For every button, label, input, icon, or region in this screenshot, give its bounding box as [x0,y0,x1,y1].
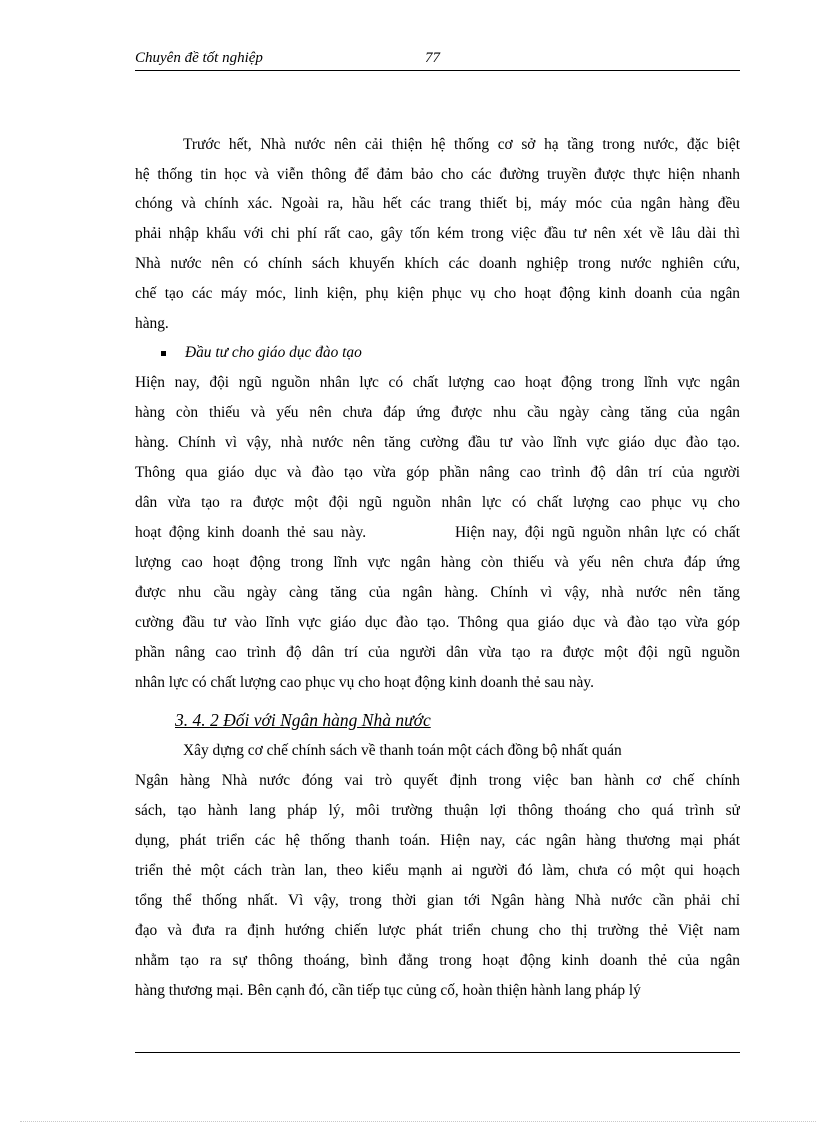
paragraph-line: hàng còn thiếu và yếu nên chưa đáp ứng được nhu cầu ngày càng tăng của ngân [135,404,740,421]
paragraph-line: Thông qua giáo dục và đào tạo vừa góp phần nâng cao trình độ dân trí của người [135,464,740,481]
paragraph-line: phần nâng cao trình độ dân trí của người dân vừa tạo ra được một đội ngũ nguồn [135,644,740,661]
paragraph-line: cường đầu tư vào lĩnh vực giáo dục đào tạo. Thông qua giáo dục và đào tạo vừa góp [135,614,740,631]
paragraph-line: đạo và đưa ra định hướng chiến lược phát triển chung cho thị trường thẻ Việt nam [135,922,740,939]
paragraph-line: Trước hết, Nhà nước nên cải thiện hệ thống cơ sở hạ tầng trong nước, đặc biệt [183,136,740,153]
paragraph-line: phải nhập khẩu với chi phí rất cao, gây tốn kém trong việc đầu tư nên xét về lâu dài thì [135,225,740,242]
page-edge [20,1121,816,1122]
paragraph-line: nhân lực có chất lượng cao phục vụ cho hoạt động kinh doanh thẻ sau này. [135,674,594,691]
paragraph-line: hệ thống tin học và viễn thông để đảm bảo cho các đường truyền được thực hiện nhanh [135,166,740,183]
paragraph-line: Nhà nước nên có chính sách khuyến khích các doanh nghiệp trong nước nghiên cứu, [135,255,740,272]
paragraph-line: chóng và chính xác. Ngoài ra, hầu hết các trang thiết bị, máy móc của ngân hàng đều [135,195,740,212]
paragraph-line: hàng. Chính vì vậy, nhà nước nên tăng cường đầu tư vào lĩnh vực giáo dục đào tạo. [135,434,740,451]
paragraph-line: triển thẻ một cách tràn lan, theo kiểu mạnh ai người đó làm, chưa có một qui hoạch [135,862,740,879]
bullet-square-icon [161,351,166,356]
paragraph-line: Xây dựng cơ chế chính sách về thanh toán một cách đồng bộ nhất quán [183,742,622,759]
paragraph-line: chế tạo các máy móc, linh kiện, phụ kiện phục vụ cho hoạt động kinh doanh của ngân [135,285,740,302]
paragraph-line: được nhu cầu ngày càng tăng của ngân hàng. Chính vì vậy, nhà nước nên tăng [135,584,740,601]
paragraph-line: lượng cao hoạt động trong lĩnh vực ngân hàng còn thiếu và yếu nên chưa đáp ứng [135,554,740,571]
paragraph-line: Hiện nay, đội ngũ nguồn nhân lực có chất lượng cao hoạt động trong lĩnh vực ngân [135,374,740,391]
paragraph-line: hàng. [135,315,169,332]
paragraph-line: tổng thể thống nhất. Vì vậy, trong thời gian tới Ngân hàng Nhà nước cần phải chỉ [135,892,740,909]
section-heading: 3. 4. 2 Đối với Ngân hàng Nhà nước [175,710,431,730]
footer-rule [135,1052,740,1053]
paragraph-line: sách, tạo hành lang pháp lý, môi trường thuận lợi thông thoáng cho quá trình sử [135,802,740,819]
page-header [135,48,740,71]
paragraph-line: dụng, phát triển các hệ thống thanh toán. Hiện nay, các ngân hàng thương mại phát [135,832,740,849]
paragraph-line: Ngân hàng Nhà nước đóng vai trò quyết định trong việc ban hành cơ chế chính [135,772,740,789]
bullet-item [135,343,740,363]
paragraph-line: dân vừa tạo ra được một đội ngũ nguồn nhân lực có chất lượng cao phục vụ cho [135,494,740,511]
paragraph-line: nhằm tạo ra sự thông thoáng, bình đẳng trong hoạt động kinh doanh thẻ của ngân [135,952,740,969]
page-number: 77 [425,50,440,66]
paragraph-line: hoạt động kinh doanh thẻ sau này. Hiện nay, đội ngũ nguồn nhân lực có chất [135,524,740,541]
document-title: Chuyên đề tốt nghiệp [135,50,263,66]
paragraph-line: hàng thương mại. Bên cạnh đó, cần tiếp tục củng cố, hoàn thiện hành lang pháp lý [135,982,641,999]
bullet-label: Đầu tư cho giáo dục đào tạo [185,344,362,361]
